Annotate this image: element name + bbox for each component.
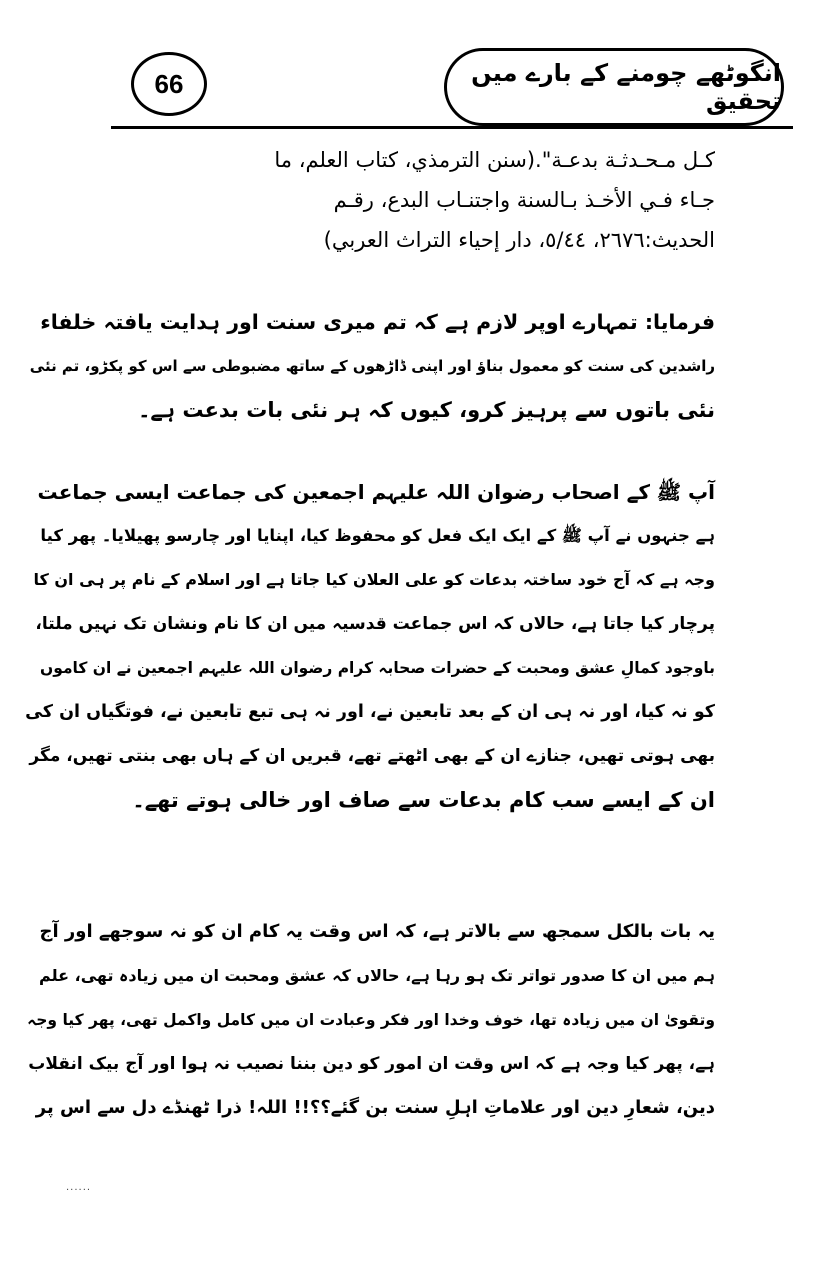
text-line: ان کے ایسے سب کام بدعات سے صاف اور خالی ہوتے تھے۔ (132, 788, 715, 812)
text-line: دین، شعارِ دین اور علاماتِ اہلِ سنت بن گئے؟؟!! اللہ! ذرا ٹھنڈے دل سے اس پر (35, 1097, 715, 1118)
text-line: باوجود کمالِ عشق ومحبت کے حضرات صحابہ کرام رضوان اللہ علیہم اجمعین نے ان کاموں (40, 659, 715, 677)
text-line: ہم میں ان کا صدور تواتر تک ہو رہا ہے، حالاں کہ عشق ومحبت ان میں زیادہ تھی، علم (39, 966, 715, 985)
paragraph-3 (25, 910, 715, 1130)
running-title-badge (444, 48, 784, 126)
text-line: یہ بات بالکل سمجھ سے بالاتر ہے، کہ اس وقت یہ کام ان کو نہ سوجھے اور آج (39, 921, 715, 942)
text-line: پرچار کیا جاتا ہے، حالاں کہ اس جماعت قدسیہ میں ان کا نام ونشان تک نہیں ملتا، (35, 614, 715, 634)
arabic-line: جـاء فـي الأخـذ بـالسنة واجتنـاب البدع، رقـم (333, 188, 715, 212)
arabic-reference (135, 142, 715, 258)
text-line: کو نہ کیا، اور نہ ہی ان کے بعد تابعین نے، اور نہ ہی تبع تابعین نے، فوتگیاں ان کی (25, 702, 715, 722)
text-line: ہے، پھر کیا وجہ ہے کہ اس وقت ان امور کو دین بننا نصیب نہ ہوا اور آج بیک انقلاب (28, 1054, 715, 1074)
running-title: انگوٹھے چومنے کے بارے میں تحقیق (471, 59, 781, 115)
text-line: وتقویٰ ان میں زیادہ تھا، خوف وخدا اور فکر وعبادت ان میں کامل واکمل تھی، پھر کیا وجہ (27, 1011, 715, 1029)
text-line: وجہ ہے کہ آج خود ساختہ بدعات کو علی العلان کیا جاتا ہے اور اسلام کے نام پر ہی ان کا (33, 570, 715, 589)
text-line: فرمایا: تمہارے اوپر لازم ہے کہ تم میری سنت اور ہدایت یافتہ خلفاء (40, 310, 715, 334)
page-number: 66 (154, 68, 184, 99)
page-number-badge (131, 52, 207, 116)
arabic-line: كـل مـحـدثـة بدعـة".(سنن الترمذي، كتاب العلم، ما (274, 148, 715, 172)
paragraph-2 (25, 470, 715, 822)
text-line: آپ ﷺ کے اصحاب رضوان اللہ علیہم اجمعین کی جماعت ایسی جماعت (37, 480, 715, 504)
paragraph-1 (25, 300, 715, 432)
arabic-line: الحديث:٢٦٧٦، ٥/٤٤، دار إحياء التراث العربي) (323, 228, 715, 252)
header-divider (111, 126, 793, 129)
text-line: بھی ہوتی تھیں، جنازے ان کے بھی اٹھتے تھے، قبریں ان کے ہاں بھی بنتی تھیں، مگر (29, 746, 715, 766)
text-line: نئی باتوں سے پرہیز کرو، کیوں کہ ہر نئی بات بدعت ہے۔ (138, 398, 715, 422)
scan-marks: ...... (66, 1182, 92, 1193)
text-line: راشدین کی سنت کو معمول بناؤ اور اپنی ڈاڑھوں کے ساتھ مضبوطی سے اس کو پکڑو، تم نئی (29, 357, 715, 375)
text-line: ہے جنہوں نے آپ ﷺ کے ایک ایک فعل کو محفوظ کیا، اپنایا اور چارسو پھیلایا۔ پھر کیا (40, 526, 715, 545)
